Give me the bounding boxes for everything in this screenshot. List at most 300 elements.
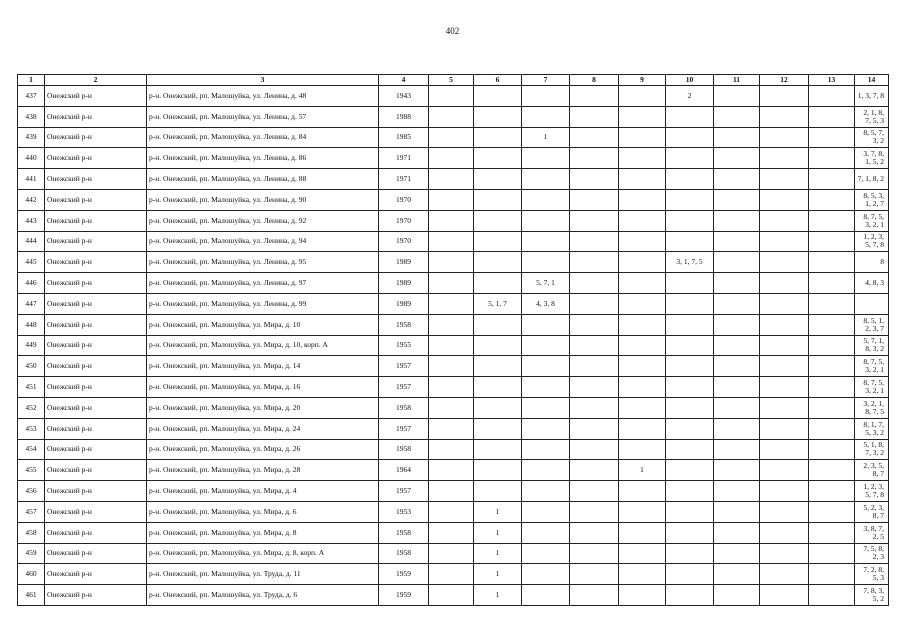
district-cell: Онежский р-н	[45, 252, 147, 273]
col9-cell	[619, 252, 666, 273]
col10-cell	[666, 585, 714, 606]
district-cell: Онежский р-н	[45, 106, 147, 127]
address-cell: р-н. Онежский, рп. Малошуйка, ул. Труда, д. 11	[147, 564, 379, 585]
year-cell: 1958	[379, 522, 429, 543]
col11-cell	[714, 252, 760, 273]
column-header: 9	[619, 75, 666, 86]
col10-cell	[666, 501, 714, 522]
column-header: 3	[147, 75, 379, 86]
col10-cell	[666, 189, 714, 210]
column-header: 14	[855, 75, 889, 86]
col6-cell	[474, 335, 522, 356]
col13-cell	[809, 356, 855, 377]
col14-cell: 5, 1, 8, 7, 3, 2	[855, 439, 889, 460]
register-table	[17, 74, 889, 606]
col14-cell: 5, 7, 1, 8, 3, 2	[855, 335, 889, 356]
col13-cell	[809, 189, 855, 210]
col6-cell: 1	[474, 501, 522, 522]
col6-cell	[474, 210, 522, 231]
col9-cell	[619, 335, 666, 356]
row-number-cell: 441	[18, 169, 45, 190]
row-number-cell: 437	[18, 86, 45, 107]
table-row	[18, 501, 889, 522]
header-row	[18, 75, 889, 86]
district-cell: Онежский р-н	[45, 335, 147, 356]
district-cell: Онежский р-н	[45, 377, 147, 398]
year-cell: 1970	[379, 210, 429, 231]
col11-cell	[714, 564, 760, 585]
col5-cell	[429, 418, 474, 439]
col7-cell	[522, 252, 570, 273]
row-number-cell: 457	[18, 501, 45, 522]
column-header: 4	[379, 75, 429, 86]
col6-cell	[474, 481, 522, 502]
col9-cell	[619, 273, 666, 294]
row-number-cell: 442	[18, 189, 45, 210]
col7-cell	[522, 231, 570, 252]
col12-cell	[760, 543, 809, 564]
col9-cell	[619, 189, 666, 210]
year-cell: 1970	[379, 189, 429, 210]
row-number-cell: 458	[18, 522, 45, 543]
table-row	[18, 377, 889, 398]
col14-cell: 8	[855, 252, 889, 273]
col10-cell	[666, 210, 714, 231]
col5-cell	[429, 273, 474, 294]
table-row	[18, 356, 889, 377]
address-cell: р-н. Онежский, рп. Малошуйка, ул. Мира, д. 14	[147, 356, 379, 377]
col13-cell	[809, 522, 855, 543]
col5-cell	[429, 86, 474, 107]
col9-cell	[619, 501, 666, 522]
year-cell: 1957	[379, 356, 429, 377]
col5-cell	[429, 397, 474, 418]
col11-cell	[714, 127, 760, 148]
col6-cell	[474, 356, 522, 377]
year-cell: 1988	[379, 106, 429, 127]
year-cell: 1958	[379, 314, 429, 335]
col9-cell	[619, 585, 666, 606]
col7-cell	[522, 210, 570, 231]
col6-cell	[474, 377, 522, 398]
col8-cell	[570, 252, 619, 273]
table-row	[18, 564, 889, 585]
col13-cell	[809, 169, 855, 190]
col14-cell: 2, 3, 5, 8, 7	[855, 460, 889, 481]
col8-cell	[570, 231, 619, 252]
year-cell: 1957	[379, 377, 429, 398]
col14-cell: 2, 1, 8, 7, 5, 3	[855, 106, 889, 127]
row-number-cell: 438	[18, 106, 45, 127]
col9-cell	[619, 418, 666, 439]
col9-cell	[619, 481, 666, 502]
col9-cell	[619, 86, 666, 107]
col14-cell	[855, 293, 889, 314]
column-header: 8	[570, 75, 619, 86]
col12-cell	[760, 252, 809, 273]
col10-cell	[666, 335, 714, 356]
col7-cell	[522, 397, 570, 418]
district-cell: Онежский р-н	[45, 522, 147, 543]
col6-cell	[474, 169, 522, 190]
col11-cell	[714, 106, 760, 127]
col13-cell	[809, 439, 855, 460]
table-row	[18, 252, 889, 273]
col8-cell	[570, 543, 619, 564]
col13-cell	[809, 460, 855, 481]
col12-cell	[760, 231, 809, 252]
col11-cell	[714, 293, 760, 314]
col12-cell	[760, 501, 809, 522]
year-cell: 1985	[379, 127, 429, 148]
col13-cell	[809, 501, 855, 522]
district-cell: Онежский р-н	[45, 86, 147, 107]
row-number-cell: 452	[18, 397, 45, 418]
col5-cell	[429, 127, 474, 148]
page-number: 402	[445, 26, 460, 36]
column-header: 13	[809, 75, 855, 86]
col12-cell	[760, 460, 809, 481]
col10-cell	[666, 169, 714, 190]
col13-cell	[809, 210, 855, 231]
col5-cell	[429, 293, 474, 314]
col5-cell	[429, 543, 474, 564]
col9-cell	[619, 127, 666, 148]
year-cell: 1959	[379, 585, 429, 606]
col5-cell	[429, 106, 474, 127]
col12-cell	[760, 418, 809, 439]
district-cell: Онежский р-н	[45, 273, 147, 294]
address-cell: р-н. Онежский, рп. Малошуйка, ул. Ленина, д. 95	[147, 252, 379, 273]
year-cell: 1943	[379, 86, 429, 107]
col9-cell	[619, 356, 666, 377]
col11-cell	[714, 148, 760, 169]
col13-cell	[809, 397, 855, 418]
col10-cell	[666, 106, 714, 127]
col8-cell	[570, 460, 619, 481]
table-row	[18, 231, 889, 252]
col7-cell	[522, 460, 570, 481]
year-cell: 1989	[379, 252, 429, 273]
year-cell: 1958	[379, 543, 429, 564]
col10-cell	[666, 397, 714, 418]
col10-cell	[666, 543, 714, 564]
col7-cell	[522, 189, 570, 210]
table-row	[18, 86, 889, 107]
col13-cell	[809, 418, 855, 439]
col14-cell: 8, 7, 5, 3, 2, 1	[855, 210, 889, 231]
col14-cell: 7, 2, 8, 5, 3	[855, 564, 889, 585]
col9-cell	[619, 543, 666, 564]
district-cell: Онежский р-н	[45, 418, 147, 439]
year-cell: 1957	[379, 418, 429, 439]
district-cell: Онежский р-н	[45, 460, 147, 481]
address-cell: р-н. Онежский, рп. Малошуйка, ул. Мира, д. 24	[147, 418, 379, 439]
col9-cell	[619, 522, 666, 543]
address-cell: р-н. Онежский, рп. Малошуйка, ул. Ленина, д. 86	[147, 148, 379, 169]
table-row	[18, 189, 889, 210]
row-number-cell: 461	[18, 585, 45, 606]
col5-cell	[429, 335, 474, 356]
year-cell: 1953	[379, 501, 429, 522]
col14-cell: 8, 7, 5, 3, 2, 1	[855, 356, 889, 377]
col14-cell: 8, 5, 1, 2, 3, 7	[855, 314, 889, 335]
column-header: 5	[429, 75, 474, 86]
col12-cell	[760, 293, 809, 314]
year-cell: 1989	[379, 273, 429, 294]
col13-cell	[809, 543, 855, 564]
address-cell: р-н. Онежский, рп. Малошуйка, ул. Ленина, д. 90	[147, 189, 379, 210]
col10-cell	[666, 564, 714, 585]
col9-cell	[619, 293, 666, 314]
col10-cell	[666, 460, 714, 481]
col7-cell: 4, 3, 8	[522, 293, 570, 314]
col6-cell	[474, 460, 522, 481]
row-number-cell: 443	[18, 210, 45, 231]
col5-cell	[429, 439, 474, 460]
column-header: 1	[18, 75, 45, 86]
row-number-cell: 453	[18, 418, 45, 439]
district-cell: Онежский р-н	[45, 231, 147, 252]
address-cell: р-н. Онежский, рп. Малошуйка, ул. Ленина, д. 94	[147, 231, 379, 252]
col14-cell: 7, 8, 3, 5, 2	[855, 585, 889, 606]
address-cell: р-н. Онежский, рп. Малошуйка, ул. Ленина, д. 99	[147, 293, 379, 314]
col7-cell: 1	[522, 127, 570, 148]
col11-cell	[714, 86, 760, 107]
col12-cell	[760, 377, 809, 398]
col12-cell	[760, 106, 809, 127]
col8-cell	[570, 127, 619, 148]
col5-cell	[429, 314, 474, 335]
col11-cell	[714, 169, 760, 190]
address-cell: р-н. Онежский, рп. Малошуйка, ул. Ленина, д. 97	[147, 273, 379, 294]
col9-cell	[619, 210, 666, 231]
year-cell: 1957	[379, 481, 429, 502]
col13-cell	[809, 106, 855, 127]
col5-cell	[429, 189, 474, 210]
row-number-cell: 447	[18, 293, 45, 314]
row-number-cell: 449	[18, 335, 45, 356]
col8-cell	[570, 86, 619, 107]
col6-cell	[474, 314, 522, 335]
col9-cell	[619, 106, 666, 127]
col6-cell	[474, 189, 522, 210]
col11-cell	[714, 356, 760, 377]
column-header: 7	[522, 75, 570, 86]
district-cell: Онежский р-н	[45, 501, 147, 522]
address-cell: р-н. Онежский, рп. Малошуйка, ул. Труда, д. 6	[147, 585, 379, 606]
col14-cell: 4, 8, 3	[855, 273, 889, 294]
column-header: 12	[760, 75, 809, 86]
col10-cell	[666, 148, 714, 169]
col8-cell	[570, 273, 619, 294]
col6-cell	[474, 148, 522, 169]
year-cell: 1971	[379, 169, 429, 190]
address-cell: р-н. Онежский, рп. Малошуйка, ул. Мира, д. 4	[147, 481, 379, 502]
address-cell: р-н. Онежский, рп. Малошуйка, ул. Ленина, д. 92	[147, 210, 379, 231]
col14-cell: 7, 1, 8, 2	[855, 169, 889, 190]
col8-cell	[570, 293, 619, 314]
col5-cell	[429, 356, 474, 377]
col14-cell: 3, 8, 7, 2, 5	[855, 522, 889, 543]
col14-cell: 8, 1, 7, 5, 3, 2	[855, 418, 889, 439]
year-cell: 1989	[379, 293, 429, 314]
column-header: 10	[666, 75, 714, 86]
col11-cell	[714, 273, 760, 294]
col8-cell	[570, 522, 619, 543]
col5-cell	[429, 522, 474, 543]
col14-cell: 8, 7, 5, 3, 2, 1	[855, 377, 889, 398]
col12-cell	[760, 585, 809, 606]
col9-cell	[619, 564, 666, 585]
column-header: 11	[714, 75, 760, 86]
table-row	[18, 314, 889, 335]
address-cell: р-н. Онежский, рп. Малошуйка, ул. Мира, д. 10, корп. А	[147, 335, 379, 356]
col8-cell	[570, 210, 619, 231]
district-cell: Онежский р-н	[45, 439, 147, 460]
col5-cell	[429, 460, 474, 481]
district-cell: Онежский р-н	[45, 585, 147, 606]
row-number-cell: 450	[18, 356, 45, 377]
col11-cell	[714, 314, 760, 335]
col12-cell	[760, 439, 809, 460]
col5-cell	[429, 210, 474, 231]
row-number-cell: 439	[18, 127, 45, 148]
col7-cell	[522, 501, 570, 522]
address-cell: р-н. Онежский, рп. Малошуйка, ул. Мира, д. 28	[147, 460, 379, 481]
col7-cell	[522, 585, 570, 606]
address-cell: р-н. Онежский, рп. Малошуйка, ул. Ленина, д. 48	[147, 86, 379, 107]
col9-cell	[619, 314, 666, 335]
col12-cell	[760, 481, 809, 502]
col13-cell	[809, 86, 855, 107]
col6-cell: 1	[474, 564, 522, 585]
col11-cell	[714, 397, 760, 418]
row-number-cell: 444	[18, 231, 45, 252]
col10-cell: 2	[666, 86, 714, 107]
col11-cell	[714, 439, 760, 460]
col10-cell	[666, 377, 714, 398]
col10-cell	[666, 481, 714, 502]
col12-cell	[760, 169, 809, 190]
col12-cell	[760, 210, 809, 231]
col14-cell: 1, 3, 7, 8	[855, 86, 889, 107]
col8-cell	[570, 189, 619, 210]
col8-cell	[570, 397, 619, 418]
col8-cell	[570, 169, 619, 190]
row-number-cell: 445	[18, 252, 45, 273]
col6-cell: 1	[474, 585, 522, 606]
col7-cell	[522, 564, 570, 585]
col13-cell	[809, 231, 855, 252]
col8-cell	[570, 439, 619, 460]
table-row	[18, 481, 889, 502]
year-cell: 1970	[379, 231, 429, 252]
col5-cell	[429, 501, 474, 522]
col7-cell	[522, 377, 570, 398]
col10-cell	[666, 127, 714, 148]
col13-cell	[809, 377, 855, 398]
col5-cell	[429, 564, 474, 585]
col7-cell	[522, 439, 570, 460]
table-body	[18, 86, 889, 606]
district-cell: Онежский р-н	[45, 397, 147, 418]
col8-cell	[570, 335, 619, 356]
col7-cell	[522, 148, 570, 169]
district-cell: Онежский р-н	[45, 127, 147, 148]
col11-cell	[714, 585, 760, 606]
col6-cell: 1	[474, 543, 522, 564]
col10-cell	[666, 356, 714, 377]
address-cell: р-н. Онежский, рп. Малошуйка, ул. Мира, д. 26	[147, 439, 379, 460]
year-cell: 1971	[379, 148, 429, 169]
row-number-cell: 456	[18, 481, 45, 502]
row-number-cell: 459	[18, 543, 45, 564]
col7-cell	[522, 314, 570, 335]
col14-cell: 1, 2, 3, 5, 7, 8	[855, 481, 889, 502]
col8-cell	[570, 314, 619, 335]
table-row	[18, 293, 889, 314]
col14-cell: 3, 7, 8, 1, 5, 2	[855, 148, 889, 169]
table-row	[18, 335, 889, 356]
col14-cell: 1, 2, 3, 5, 7, 8	[855, 231, 889, 252]
col7-cell	[522, 86, 570, 107]
col10-cell	[666, 293, 714, 314]
address-cell: р-н. Онежский, рп. Малошуйка, ул. Мира, д. 20	[147, 397, 379, 418]
col7-cell	[522, 481, 570, 502]
col7-cell	[522, 418, 570, 439]
col8-cell	[570, 501, 619, 522]
col6-cell	[474, 252, 522, 273]
col11-cell	[714, 189, 760, 210]
col13-cell	[809, 481, 855, 502]
col12-cell	[760, 356, 809, 377]
col10-cell	[666, 439, 714, 460]
col11-cell	[714, 231, 760, 252]
col7-cell	[522, 169, 570, 190]
table-row	[18, 148, 889, 169]
column-header: 6	[474, 75, 522, 86]
table-row	[18, 543, 889, 564]
col6-cell	[474, 418, 522, 439]
col11-cell	[714, 460, 760, 481]
col12-cell	[760, 148, 809, 169]
col10-cell	[666, 231, 714, 252]
year-cell: 1964	[379, 460, 429, 481]
year-cell: 1955	[379, 335, 429, 356]
table-row	[18, 169, 889, 190]
district-cell: Онежский р-н	[45, 543, 147, 564]
col14-cell: 8, 5, 3, 1, 2, 7	[855, 189, 889, 210]
col8-cell	[570, 481, 619, 502]
district-cell: Онежский р-н	[45, 169, 147, 190]
col13-cell	[809, 273, 855, 294]
col12-cell	[760, 189, 809, 210]
col6-cell: 5, 1, 7	[474, 293, 522, 314]
col13-cell	[809, 252, 855, 273]
col6-cell	[474, 106, 522, 127]
row-number-cell: 440	[18, 148, 45, 169]
row-number-cell: 446	[18, 273, 45, 294]
address-cell: р-н. Онежский, рп. Малошуйка, ул. Мира, д. 8	[147, 522, 379, 543]
year-cell: 1958	[379, 439, 429, 460]
col6-cell	[474, 127, 522, 148]
col12-cell	[760, 522, 809, 543]
address-cell: р-н. Онежский, рп. Малошуйка, ул. Ленина, д. 84	[147, 127, 379, 148]
district-cell: Онежский р-н	[45, 210, 147, 231]
col7-cell	[522, 522, 570, 543]
col13-cell	[809, 148, 855, 169]
